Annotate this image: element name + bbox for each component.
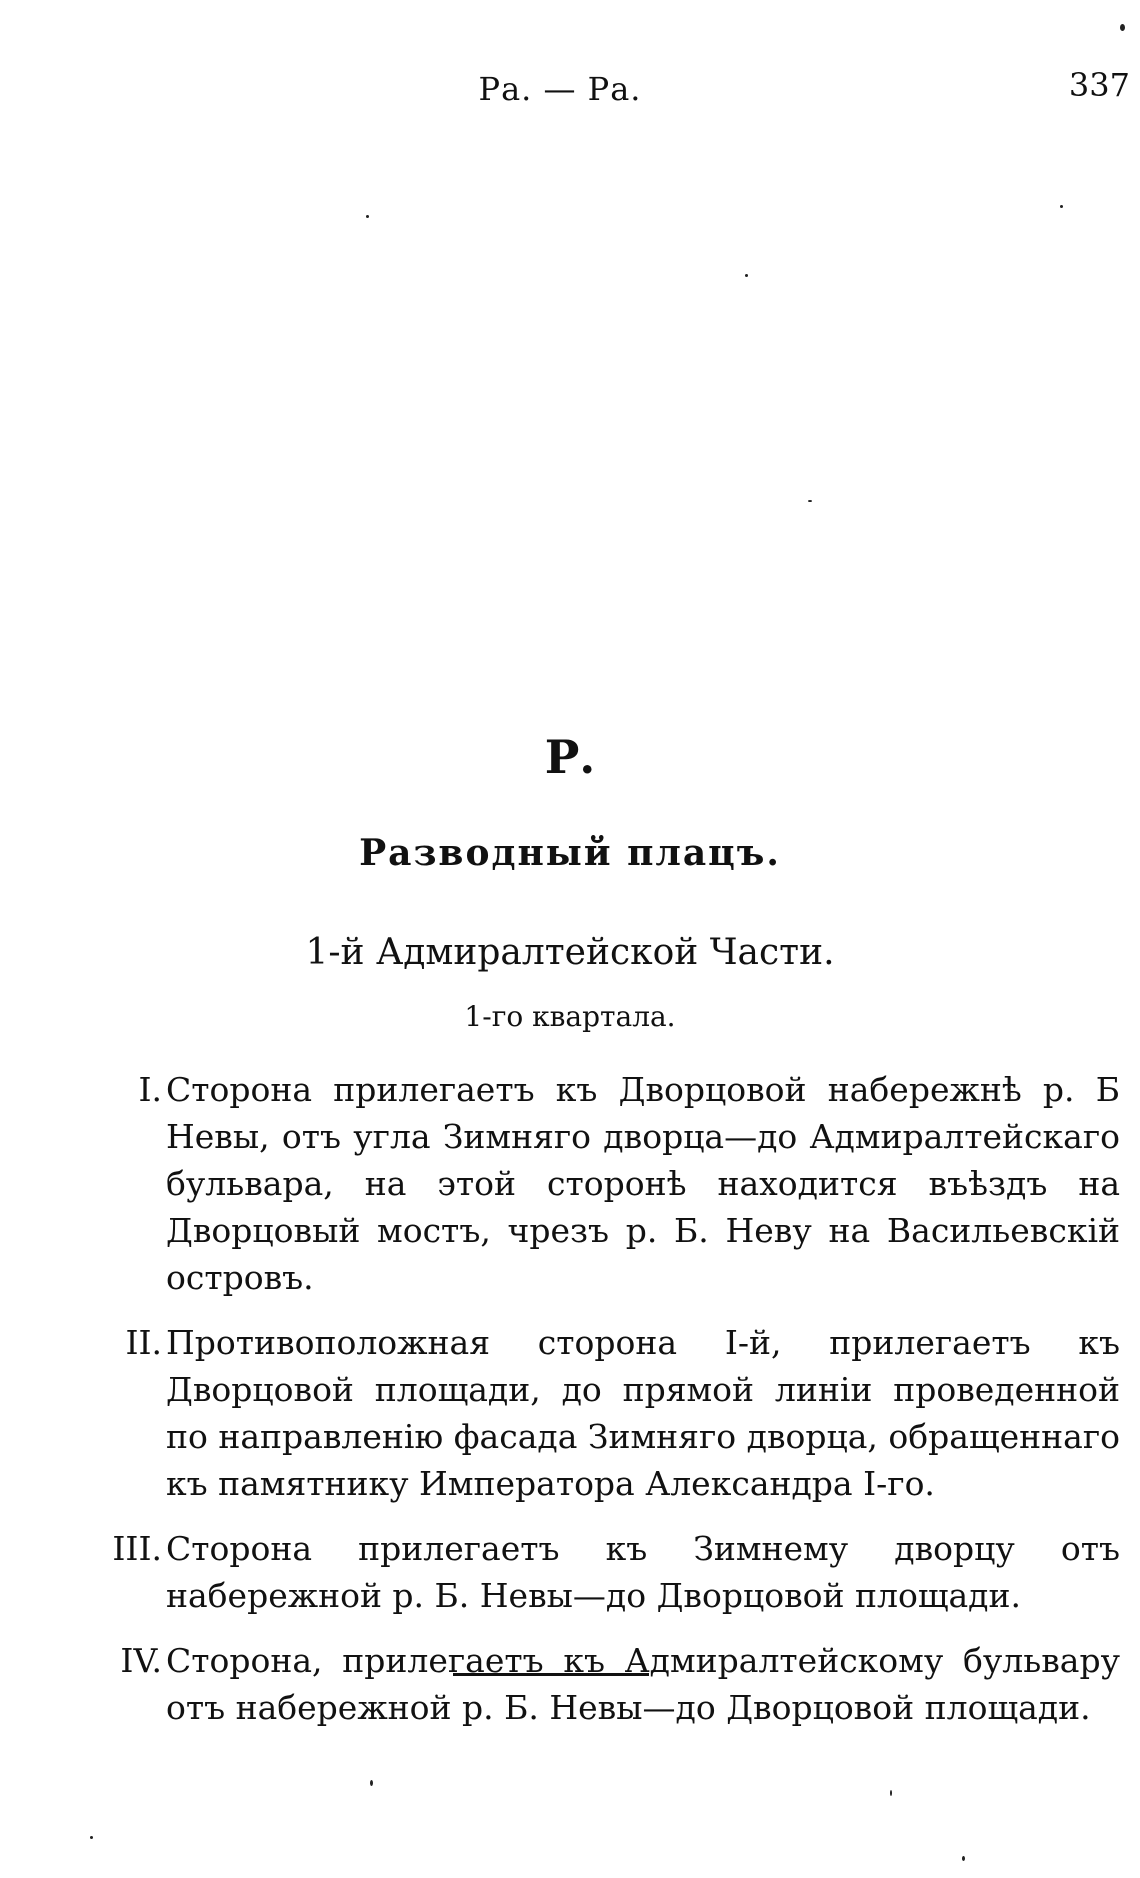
scan-speck — [962, 1856, 965, 1861]
entry-number: III. — [112, 1529, 162, 1568]
entry-text: Сторона, прилегаетъ къ Адмиралтейскому бульвару отъ набережной р. Б. Невы—до Дворцовой площади. — [166, 1641, 1120, 1727]
scan-speck — [370, 1780, 373, 1786]
page-number: 337 — [1068, 66, 1130, 104]
section-letter: Р. — [544, 730, 596, 784]
entry-text: Сторона прилегаетъ къ Зимнему дворцу отъ набережной р. Б. Невы—до Дворцовой площади. — [166, 1529, 1120, 1615]
entry-2 — [100, 1319, 1120, 1507]
entry-4 — [100, 1637, 1120, 1731]
scan-speck — [90, 1836, 93, 1839]
quarter-heading: 1-го квартала. — [464, 1000, 676, 1033]
end-rule — [453, 1673, 649, 1676]
entry-number: I. — [138, 1070, 162, 1109]
entry-3 — [100, 1525, 1120, 1619]
entry-text: Противоположная сторона I-й, прилегаетъ къ Дворцовой площади, до прямой линіи проведенной по направленію фасада Зимняго дворца, обращеннаго къ памятнику Императора Александра I-го. — [166, 1323, 1120, 1503]
running-head: Ра. — Ра. — [478, 70, 642, 108]
scan-speck — [745, 274, 748, 277]
scan-speck — [1120, 24, 1125, 31]
district-heading: 1-й Адмиралтейской Части. — [305, 932, 835, 973]
section-title: Разводный плацъ. — [359, 832, 781, 874]
scan-speck — [366, 215, 369, 218]
entry-1 — [100, 1066, 1120, 1301]
scan-speck — [890, 1790, 892, 1796]
scan-speck — [808, 500, 812, 502]
entry-number: II. — [125, 1323, 162, 1362]
entry-number: IV. — [120, 1641, 162, 1680]
scan-speck — [1060, 205, 1063, 208]
entry-list — [100, 1066, 1120, 1749]
entry-text: Сторона прилегаетъ къ Дворцовой набережнѣ р. Б Невы, отъ угла Зимняго дворца—до Адмиралтейскаго бульвара, на этой сторонѣ находится въѣздъ на Дворцовый мостъ, чрезъ р. Б. Неву на Васильевскій островъ. — [166, 1070, 1120, 1297]
